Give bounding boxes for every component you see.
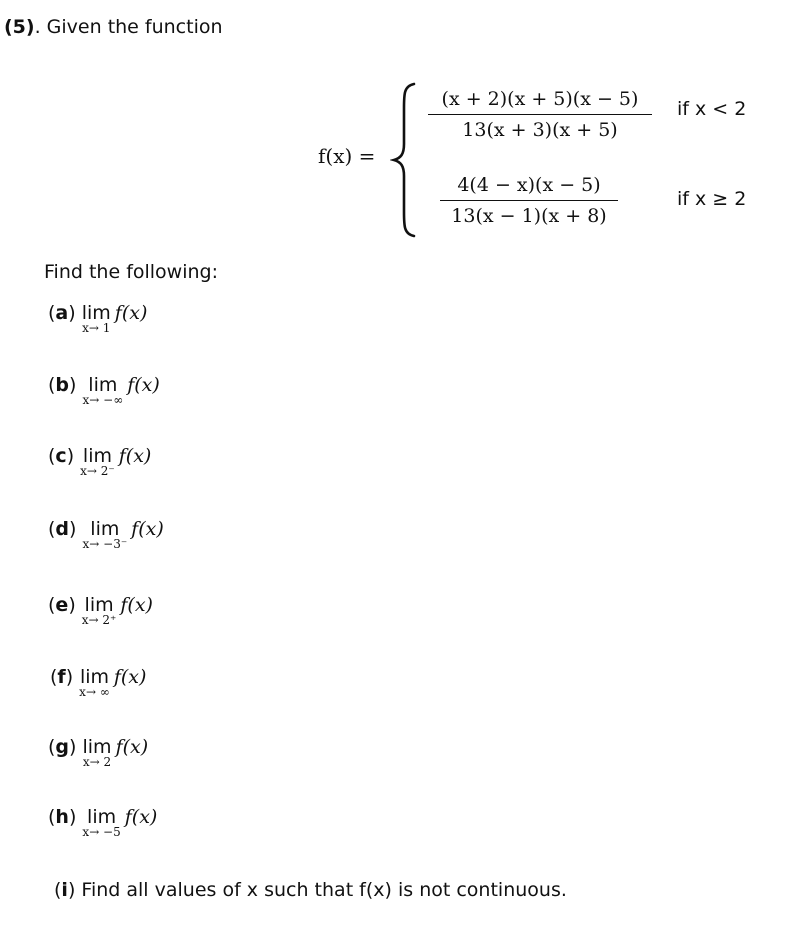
piece2-fraction-bar [440,200,618,201]
part-label: (h) [48,806,77,828]
piece2-condition: if x ≥ 2 [677,188,747,210]
part-label: (b) [48,374,77,396]
part-b [48,372,160,406]
piece2-fraction [440,172,618,229]
part-d [48,516,164,550]
limit-subscript: x→ ∞ [79,685,110,699]
problem-intro: . Given the function [34,16,223,38]
piece1-numerator: (x + 2)(x + 5)(x − 5) [441,88,639,110]
limit-operator: lim x→ 2⁺ [81,594,117,627]
limit-operator: lim x→ −5 [82,806,121,839]
limit-operator: lim x→ 2⁻ [80,445,115,478]
limit-subscript: x→ 2⁻ [80,464,115,478]
part-h [48,804,157,838]
part-c [48,443,151,477]
limit-expression: f(x) [127,374,160,396]
limit-expression: f(x) [124,806,158,828]
limit-expression: f(x) [131,518,164,540]
limit-subscript: x→ −5 [82,825,121,839]
limit-expression: f(x) [115,736,149,758]
problem-header [4,14,223,40]
limit-expression: f(x) [118,445,152,467]
part-label: (f) [50,666,74,688]
part-e [48,592,153,626]
part-g [48,734,148,768]
piece1-fraction [428,86,652,143]
piece2-numerator: 4(4 − x)(x − 5) [457,174,601,196]
part-label: (i) [54,879,76,901]
limit-operator: lim x→ ∞ [79,666,110,699]
limit-expression: f(x) [114,302,148,324]
limit-operator: lim x→ 1 [81,302,111,335]
limit-expression: f(x) [120,594,153,616]
part-a [48,300,147,334]
part-label: (d) [48,518,77,540]
part-label: (e) [48,594,76,616]
part-i-text: Find all values of x such that f(x) is not continuous. [81,879,567,901]
part-label: (g) [48,736,77,758]
piece1-condition: if x < 2 [677,98,747,120]
part-f [50,664,146,698]
limit-expression: f(x) [113,666,147,688]
limit-subscript: x→ −3⁻ [82,537,128,551]
limit-subscript: x→ 1 [82,321,111,335]
limit-operator: lim x→ −3⁻ [82,518,128,551]
function-lhs: f(x) = [318,144,376,168]
limit-operator: lim x→ −∞ [82,374,124,407]
piece1-denominator: 13(x + 3)(x + 5) [462,119,618,141]
part-i [54,877,567,903]
limit-subscript: x→ −∞ [82,393,124,407]
find-label: Find the following: [44,261,219,283]
part-label: (c) [48,445,75,467]
limit-subscript: x→ 2⁺ [81,613,117,627]
piece1-fraction-bar [428,114,652,115]
limit-operator: lim x→ 2 [82,736,112,769]
limit-subscript: x→ 2 [82,755,112,769]
left-brace-icon [390,82,420,238]
part-label: (a) [48,302,76,324]
problem-number: (5) [4,16,35,38]
piece2-denominator: 13(x − 1)(x + 8) [451,205,607,227]
